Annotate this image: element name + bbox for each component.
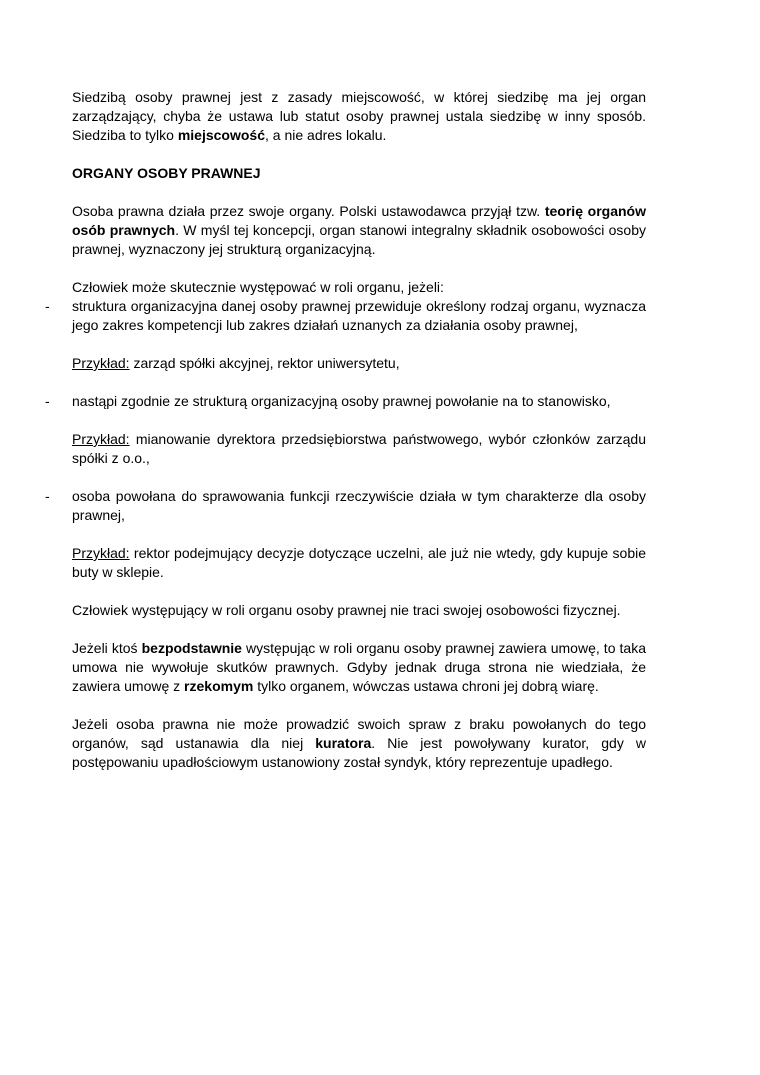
text-run: . W myśl tej koncepcji, organ stanowi integralny składnik osobowości osoby prawnej, wyznaczony jej strukturą organizacyjną. xyxy=(72,222,646,257)
example xyxy=(72,354,646,373)
text-run: Przykład: xyxy=(72,355,130,371)
paragraph xyxy=(72,639,646,696)
text-run: teorię organów osób prawnych xyxy=(72,203,646,238)
paragraph xyxy=(72,278,646,297)
list-item xyxy=(45,392,646,411)
text-run: , a nie adres lokalu. xyxy=(265,127,387,143)
text-run: bezpodstawnie xyxy=(141,640,242,656)
list-item xyxy=(45,297,646,335)
list-bullet: - xyxy=(45,393,50,409)
text-run: Jeżeli ktoś xyxy=(72,640,142,656)
text-run: . Nie jest powoływany kurator, gdy w postępowaniu upadłościowym ustanowiony został syndyk, który reprezentuje upadłego. xyxy=(72,735,647,770)
heading xyxy=(72,164,646,183)
text-run: mianowanie dyrektora przedsiębiorstwa państwowego, wybór członków zarządu spółki z o.o., xyxy=(72,431,646,466)
text-run: Człowiek może skutecznie występować w roli organu, jeżeli: xyxy=(72,279,444,295)
text-run: Jeżeli osoba prawna nie może prowadzić swoich spraw z braku powołanych do tego organów, sąd ustanawia dla niej xyxy=(72,716,646,751)
example xyxy=(72,544,646,582)
text-run: rzekomym xyxy=(184,678,254,694)
text-run: Przykład: xyxy=(72,431,130,447)
example xyxy=(72,430,646,468)
text-run: struktura organizacyjna danej osoby prawnej przewiduje określony rodzaj organu, wyznacza jego zakres kompetencji lub zakres działań uznanych za działania osoby prawnej, xyxy=(72,298,646,333)
text-run: Przykład: xyxy=(72,545,130,561)
text-run: Siedzibą osoby prawnej jest z zasady miejscowość, w której siedzibę ma jej organ zarządzający, chyba że ustawa lub statut osoby prawnej ustala siedzibę w inny sposób. Siedziba to tylko xyxy=(72,89,646,143)
text-run: Człowiek występujący w roli organu osoby prawnej nie traci swojej osobowości fizycznej. xyxy=(72,602,621,618)
text-run: występując w roli organu osoby prawnej zawiera umowę, to taka umowa nie wywołuje skutków prawnych. Gdyby jednak druga strona nie wiedziała, że zawiera umowę z xyxy=(72,640,647,694)
text-run: rektor podejmujący decyzje dotyczące uczelni, ale już nie wtedy, gdy kupuje sobie buty w sklepie. xyxy=(72,545,646,580)
text-run: osoba powołana do sprawowania funkcji rzeczywiście działa w tym charakterze dla osoby prawnej, xyxy=(72,488,646,523)
text-run: miejscowość xyxy=(177,127,265,143)
paragraph xyxy=(72,202,646,259)
paragraph xyxy=(72,88,646,145)
list-bullet: - xyxy=(45,488,50,504)
text-run: zarząd spółki akcyjnej, rektor uniwersytetu, xyxy=(129,355,400,371)
paragraph xyxy=(72,715,646,772)
text-run: nastąpi zgodnie ze strukturą organizacyjną osoby prawnej powołanie na to stanowisko, xyxy=(72,393,611,409)
text-run: tylko organem, wówczas ustawa chroni jej dobrą wiarę. xyxy=(253,678,599,694)
list-item xyxy=(45,487,646,525)
text-run: kuratora xyxy=(315,735,372,751)
text-run: Osoba prawna działa przez swoje organy. Polski ustawodawca przyjął tzw. xyxy=(72,203,545,219)
text-run: ORGANY OSOBY PRAWNEJ xyxy=(72,165,261,181)
list-bullet: - xyxy=(45,298,50,314)
paragraph xyxy=(72,601,646,620)
